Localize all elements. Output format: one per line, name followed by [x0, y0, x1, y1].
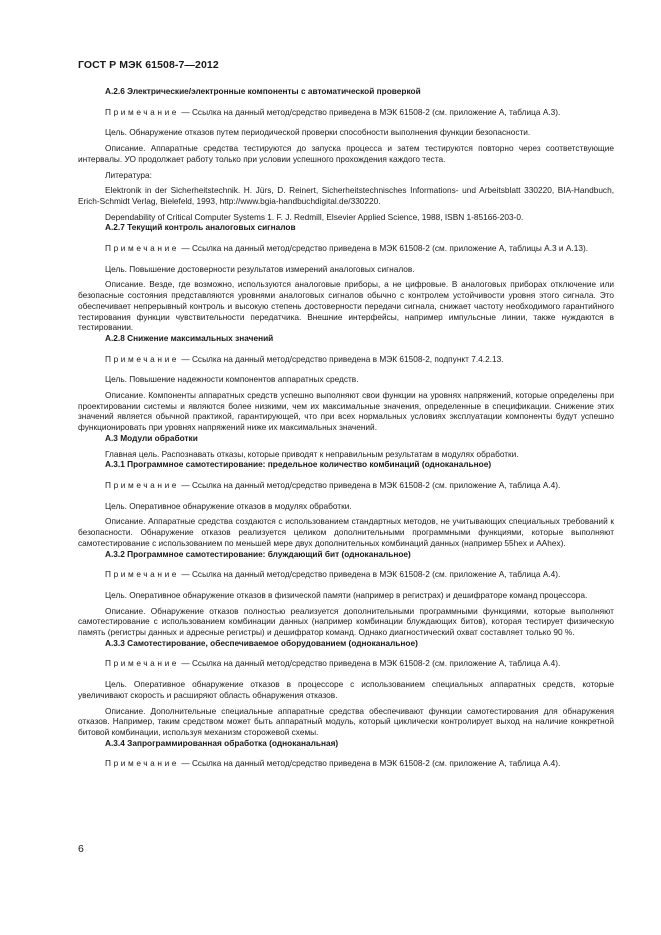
note-label: Примечание [105, 569, 180, 580]
note-paragraph [78, 354, 614, 365]
note-text: — Ссылка на данный метод/средство приведена в МЭК 61508-2 (см. приложение А, таблица А.4). [179, 758, 561, 769]
body-paragraph: Цель. Повышение достоверности результатов измерений аналоговых сигналов. [105, 263, 415, 274]
note-text: — Ссылка на данный метод/средство приведена в МЭК 61508-2, подпункт 7.4.2.13. [179, 353, 504, 364]
page-number: 6 [78, 843, 84, 855]
section-heading: A.3.1 Программное самотестирование: предельное количество комбинаций (одноканальное) [105, 459, 492, 470]
body-paragraph: Описание. Компоненты аппаратных средств успешно выполняют свои функции на уровнях напряжений, которые определены при проектировании системы и являются более низкими, чем их максимальные значения, определенные в спецификации. Снижение этих значений является обычной практикой, гарантирующей, что при всех нормальных условиях эксплуатации компоненты будут успешно функционировать при уровнях напряжений ниже их максимальных значений. [78, 390, 614, 433]
section-heading: A.2.7 Текущий контроль аналоговых сигналов [105, 222, 296, 233]
body-paragraph: Литература: [105, 169, 152, 180]
note-text: — Ссылка на данный метод/средство приведена в МЭК 61508-2 (см. приложение А, таблица А.3). [179, 106, 561, 117]
note-paragraph [78, 107, 614, 118]
section-heading: A.3.3 Самотестирование, обеспечиваемое оборудованием (одноканальное) [105, 637, 418, 648]
body-paragraph: Описание. Аппаратные средства тестируются до запуска процесса и затем тестируются повторно через соответствующие интервалы. УО продолжает работу только при условии успешного прохождения каждого теста. [78, 143, 614, 164]
document-header: ГОСТ Р МЭК 61508-7—2012 [78, 59, 219, 71]
section-heading: A.2.6 Электрические/электронные компоненты с автоматической проверкой [105, 86, 421, 96]
note-label: Примечание [105, 353, 180, 364]
note-label: Примечание [105, 658, 180, 669]
note-text: — Ссылка на данный метод/средство приведена в МЭК 61508-2 (см. приложение А, таблицы А.3 и А.13). [179, 243, 589, 254]
body-paragraph: Описание. Обнаружение отказов полностью реализуется дополнительными программными функциями, которые выполняют самотестирование с использованием комбинации данных (например комбинации блуждающих битов), которая тестирует физическую память (регистры данных и адресные регистры) и дешифратор команд. Однако диагностический охват составляет только 90 %. [78, 605, 614, 638]
note-paragraph [78, 480, 614, 491]
section-heading: A.3.4 Запрограммированная обработка (одноканальная) [105, 737, 339, 748]
note-text: — Ссылка на данный метод/средство приведена в МЭК 61508-2 (см. приложение А, таблица А.4). [179, 479, 561, 490]
body-paragraph: Цель. Оперативное обнаружение отказов в модулях обработки. [105, 500, 352, 511]
note-label: Примечание [105, 479, 180, 490]
body-paragraph: Описание. Везде, где возможно, используются аналоговые приборы, а не цифровые. В аналоговых приборах отключение или безопасные состояния представляются уровнями аналоговых сигналов обычно с контролем устойчивости уровня этого сигнала. Это обеспечивает непрерывный контроль и высокую степень достоверности передачи сигнала, снижает частоту необходимого гарантийного тестирования функции чувствительности передатчика. Внешние интерфейсы, например импульсные линии, также нуждаются в тестировании. [78, 279, 614, 333]
body-paragraph: Цель. Оперативное обнаружение отказов в процессоре с использованием специальных аппаратных средств, которые увеличивают скорость и расширяют область обнаружения отказов. [78, 679, 614, 700]
body-paragraph: Elektronik in der Sicherheitstechnik. H. Jürs, D. Reinert, Sicherheitstechnisches Informations- und Arbeitsblatt 330220, BIA-Handbuch, Erich-Schmidt Verlag, Bielefeld, 1993, http://www.bgia-handbuchdigital.de/330220. [78, 185, 614, 206]
section-heading: A.3 Модули обработки [105, 432, 198, 443]
body-paragraph: Описание. Дополнительные специальные аппаратные средства обеспечивают функции самотестирования для обнаружения отказов. Например, таким средством может быть аппаратный модуль, который циклически контролирует выход на наличие конкретной битовой комбинации, используя механизм сторожевой схемы. [78, 705, 614, 737]
note-paragraph [78, 243, 614, 254]
note-paragraph [78, 658, 614, 669]
note-paragraph [78, 758, 614, 769]
section-heading: A.3.2 Программное самотестирование: блуждающий бит (одноканальное) [105, 548, 411, 559]
note-label: Примечание [105, 243, 180, 254]
document-body [78, 86, 614, 769]
note-label: Примечание [105, 758, 180, 769]
body-paragraph: Главная цель. Распознавать отказы, которые приводят к неправильным результатам в модулях обработки. [105, 448, 519, 459]
body-paragraph: Описание. Аппаратные средства создаются с использованием стандартных методов, не учитывающих специальных требований к безопасности. Обнаружение отказов реализуется целиком дополнительными программными функциями, которые выполняют самотестирование с использованием по меньшей мере двух дополнительных комбинаций данных (например 55hex и AAhex). [78, 516, 614, 548]
note-text: — Ссылка на данный метод/средство приведена в МЭК 61508-2 (см. приложение А, таблица А.4). [179, 658, 561, 669]
body-paragraph: Цель. Оперативное обнаружение отказов в физической памяти (например в регистрах) и дешифраторе команд процессора. [105, 589, 588, 600]
body-paragraph: Dependability of Critical Computer Systems 1. F. J. Redmill, Elsevier Applied Science, 1988, ISBN 1-85166-203-0. [105, 211, 524, 222]
note-label: Примечание [105, 106, 180, 117]
body-paragraph: Цель. Повышение надежности компонентов аппаратных средств. [105, 374, 359, 385]
note-text: — Ссылка на данный метод/средство приведена в МЭК 61508-2 (см. приложение А, таблица А.4). [179, 569, 561, 580]
section-heading: A.2.8 Снижение максимальных значений [105, 332, 274, 343]
note-paragraph [78, 569, 614, 580]
body-paragraph: Цель. Обнаружение отказов путем периодической проверки способности выполнения функции безопасности. [105, 127, 531, 138]
